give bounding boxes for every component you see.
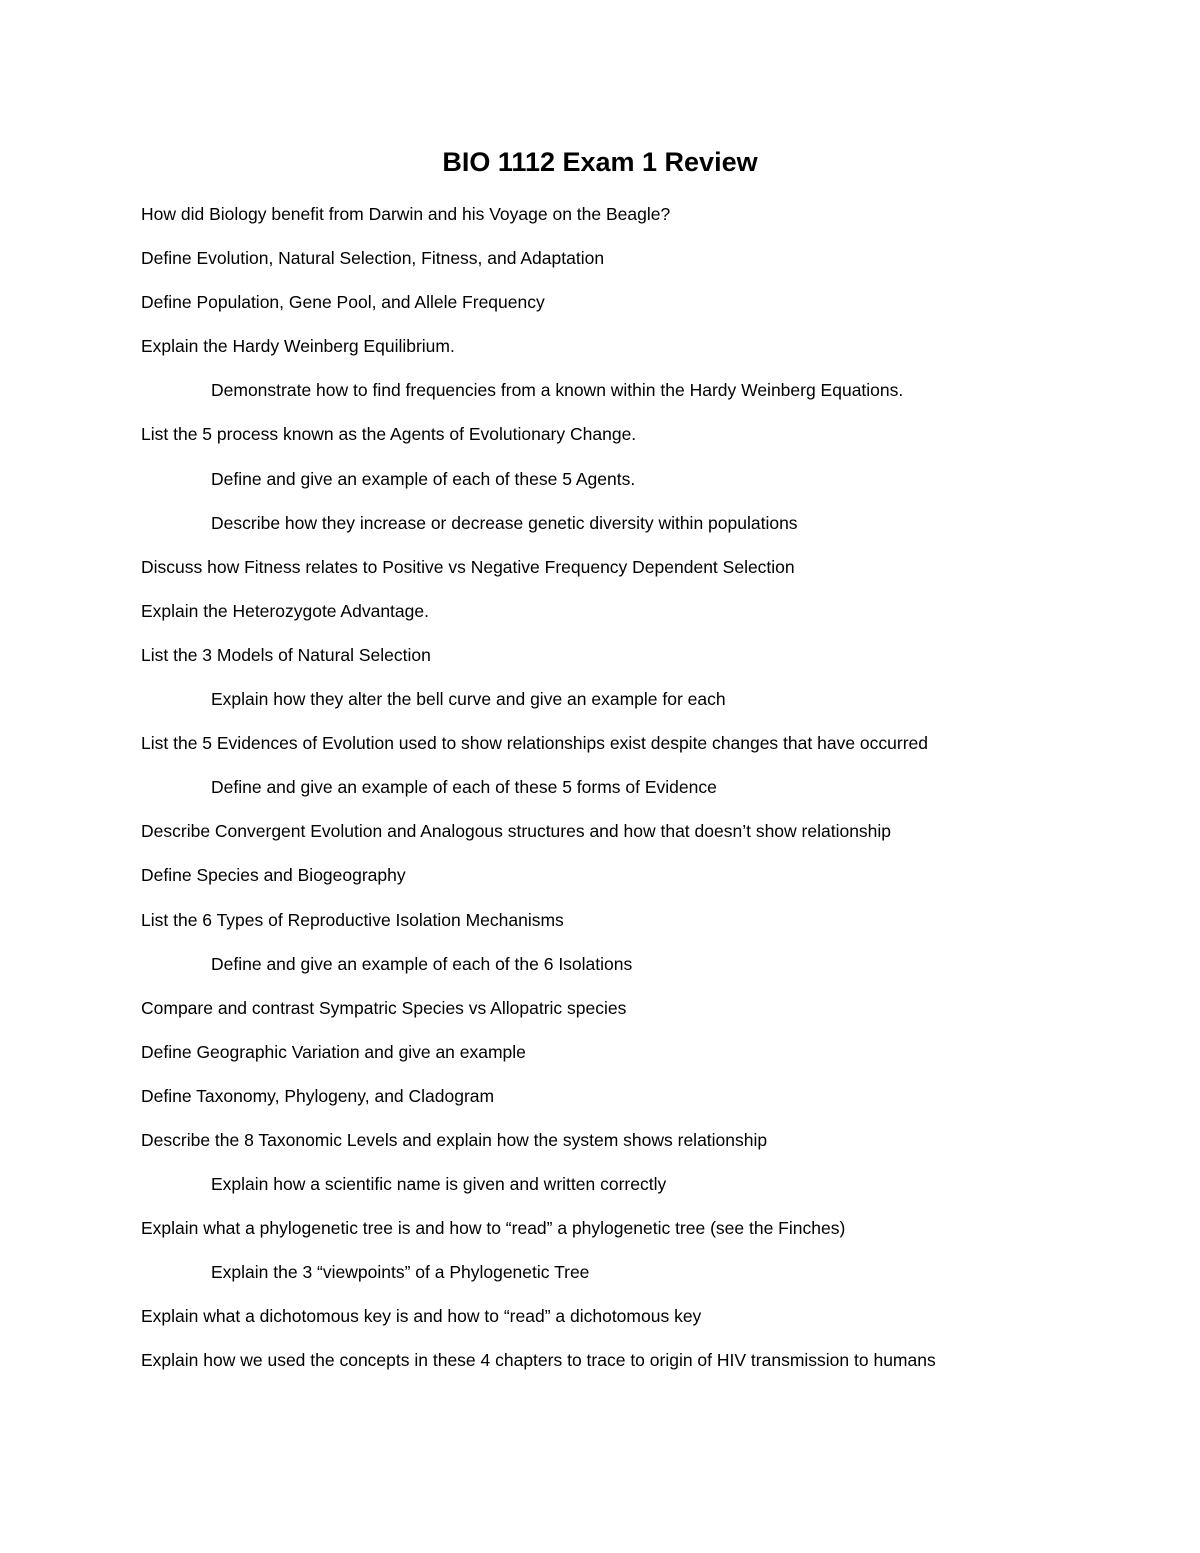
review-item: List the 5 process known as the Agents of Evolutionary Change. — [141, 424, 637, 445]
review-item: List the 5 Evidences of Evolution used to show relationships exist despite changes that have occurred — [141, 733, 928, 754]
review-item: Describe Convergent Evolution and Analogous structures and how that doesn’t show relationship — [141, 821, 892, 842]
page-title: BIO 1112 Exam 1 Review — [442, 147, 758, 177]
review-item: Describe the 8 Taxonomic Levels and explain how the system shows relationship — [141, 1129, 768, 1150]
review-item: Explain what a dichotomous key is and how to “read” a dichotomous key — [141, 1306, 702, 1327]
review-item: Compare and contrast Sympatric Species vs Allopatric species — [141, 997, 627, 1018]
review-item: Define Population, Gene Pool, and Allele Frequency — [141, 292, 545, 313]
review-item: Discuss how Fitness relates to Positive vs Negative Frequency Dependent Selection — [141, 556, 795, 577]
review-subitem: Define and give an example of each of these 5 Agents. — [211, 468, 636, 489]
review-item: List the 3 Models of Natural Selection — [141, 644, 431, 665]
review-item: Define Taxonomy, Phylogeny, and Cladogram — [141, 1085, 495, 1106]
review-subitem: Explain the 3 “viewpoints” of a Phylogenetic Tree — [211, 1262, 590, 1283]
review-item: How did Biology benefit from Darwin and his Voyage on the Beagle? — [141, 204, 671, 224]
review-subitem: Define and give an example of each of these 5 forms of Evidence — [211, 777, 717, 798]
review-item: Explain how we used the concepts in these 4 chapters to trace to origin of HIV transmission to humans — [141, 1350, 936, 1371]
review-question-list — [0, 192, 1200, 1383]
review-subitem: Define and give an example of each of the 6 Isolations — [211, 953, 633, 974]
review-item: Define Geographic Variation and give an example — [141, 1041, 526, 1062]
review-subitem: Explain how a scientific name is given and written correctly — [211, 1174, 667, 1195]
review-item: Define Evolution, Natural Selection, Fitness, and Adaptation — [141, 248, 605, 269]
review-subitem: Describe how they increase or decrease genetic diversity within populations — [211, 512, 798, 533]
review-subitem: Explain how they alter the bell curve and give an example for each — [211, 689, 726, 710]
review-subitem: Demonstrate how to find frequencies from a known within the Hardy Weinberg Equations. — [211, 380, 904, 401]
review-item: Explain the Hardy Weinberg Equilibrium. — [141, 336, 455, 357]
review-item: List the 6 Types of Reproductive Isolation Mechanisms — [141, 909, 564, 930]
review-item: Explain the Heterozygote Advantage. — [141, 600, 429, 621]
review-item: Define Species and Biogeography — [141, 865, 406, 886]
review-item: Explain what a phylogenetic tree is and how to “read” a phylogenetic tree (see the Finches) — [141, 1218, 846, 1239]
